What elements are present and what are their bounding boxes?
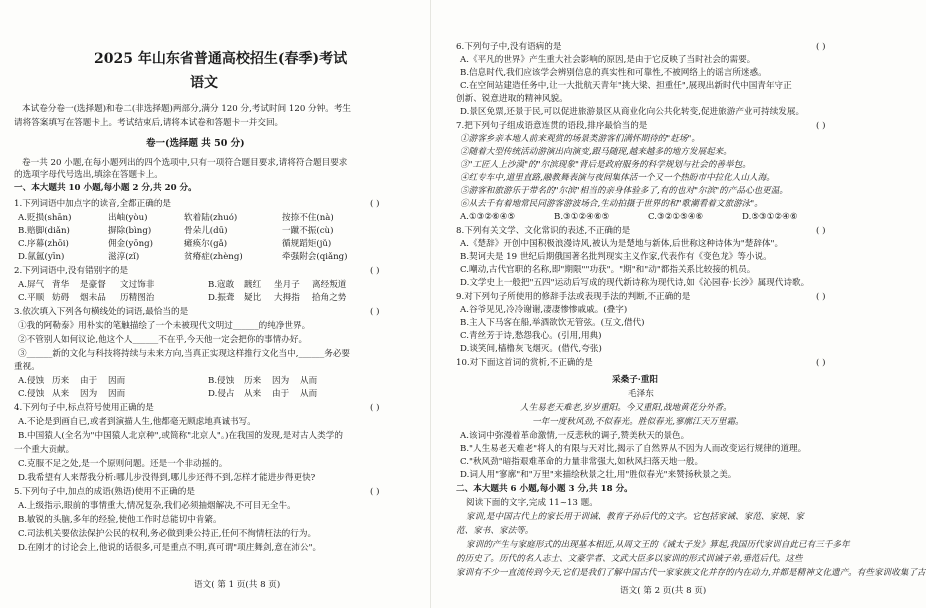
poem-line-2: 一年一度秋风劲,不似春光。胜似春光,寥廓江天万里霜。 xyxy=(532,417,744,427)
q7-sentence-2: ②随着大型传统活动游演出向演变,跟马随现,越来越多的地方发展起来。 xyxy=(460,147,732,157)
reading-intro: 阅读下面的文字,完成 11~13 题。 xyxy=(466,498,598,508)
q6-opt-c-cont: 创新、锐意进取的精神风貌。 xyxy=(456,94,568,104)
q8-opt-c: C.嘲动,古代官职的名称,即"期限""功获"。"期"和"动"都指关系比较接的机员。 xyxy=(460,265,756,275)
q3-opt-b-1: B.侵蚀 xyxy=(208,376,235,386)
q2-opt-d-2: 疑比 xyxy=(244,293,262,303)
q3-opt-a-2: 历来 xyxy=(52,376,70,386)
q10-opt-d: D.词人用"寥廓"和"万里"来描绘秋景之壮,用"胜似春光"来赞扬秋景之美。 xyxy=(460,470,737,480)
q2-opt-a-2: 背华 xyxy=(52,280,70,290)
q1-opt-c-2: 佣金(yōng) xyxy=(108,239,153,249)
q4-opt-b-cont: 一个重大贡献。 xyxy=(14,445,75,455)
section1-desc-1: 卷一共 20 小题,在每小题列出的四个选项中,只有一项符合题目要求,请将符合题目要求 xyxy=(22,158,348,168)
q3-stem: 3.依次填入下列各句横线处的词语,最恰当的是 xyxy=(14,307,189,317)
q2-opt-c-4: 历精图治 xyxy=(120,293,155,303)
q5-opt-b: B.敏锐的头脑,多年的经验,使他工作时总能切中肯綮。 xyxy=(18,515,222,525)
section1-desc-2: 的选项字母代号选出,填涂在答题卡上。 xyxy=(14,170,163,180)
q5-opt-d: D.在刚才的讨论会上,他说的话很多,可是重点不明,真可谓"项庄舞剑,意在沛公"。 xyxy=(18,543,322,553)
left-column xyxy=(8,0,408,608)
q9-opt-a: A.谷爷见见,冷冷谢谢,凄凄惨惨戚戚。(叠字) xyxy=(460,305,628,315)
q1-opt-c-4: 循规蹈矩(jǔ) xyxy=(282,239,332,249)
q6-opt-b: B.信息时代,我们应该学会辨别信息的真实性和可靠性,不被网络上的谣言所迷惑。 xyxy=(460,68,767,78)
q8-answer-paren: ( ) xyxy=(816,226,826,236)
column-divider xyxy=(430,0,431,608)
q1-opt-b-1: B.赔脚(diǎn) xyxy=(18,226,70,236)
q8-opt-a: A.《楚辞》开创中国积极浪漫诗风,被认为是楚地与新体,后世称这种诗体为"楚辞体"。 xyxy=(460,239,784,249)
q2-opt-b-3: 坐月子 xyxy=(274,280,300,290)
q1-opt-d-4: 牵强附会(qiǎng) xyxy=(282,252,348,262)
q7-sentence-5: ⑤游客和旅游乐于带名的"尔滨"相当的亲身体验多了,有的也对"尔滨"的产品心也更温。 xyxy=(460,186,788,196)
q3-opt-c-4: 因而 xyxy=(108,389,126,399)
q2-opt-a-4: 文过饰非 xyxy=(120,280,155,290)
reading-line-5: 家训有不少一直流传到今天,它们是我们了解中国古代一家家族文化并存的内在动力,并都是精神文化遗产。有些家训收集了古 xyxy=(456,568,926,578)
q3-line-4: 重视。 xyxy=(14,362,40,372)
q7-stem: 7.把下列句子组成语意连贯的语段,排序最恰当的是 xyxy=(456,121,648,131)
q1-stem: 1.下列词语中加点字的读音,全都正确的是 xyxy=(14,199,172,209)
q1-opt-c-3: 瘫痪尔(gǎ) xyxy=(184,239,228,249)
q9-opt-d: D.谈笑间,樯橹灰飞烟灭。(借代,夸张) xyxy=(460,344,602,354)
q1-opt-a-2: 出岫(yòu) xyxy=(108,213,148,223)
q2-opt-c-2: 妨碍 xyxy=(52,293,70,303)
intro-line-2: 请将答案填写在答题卡上。考试结束后,请将本试卷和答题卡一并交回。 xyxy=(14,118,284,128)
q7-opt-d: D.⑤③①②④⑥ xyxy=(742,212,798,222)
q3-line-2: ②不管别人如何议论,他这个人______不在乎,今天他一定会把你的事情办好。 xyxy=(18,335,308,345)
q9-stem: 9.对下列句子所使用的修辞手法或表现手法的判断,不正确的是 xyxy=(456,292,691,302)
q8-stem: 8.下列有关文学、文化常识的表述,不正确的是 xyxy=(456,226,631,236)
q5-opt-a: A.上级指示,眼前的事情重大,情况复杂,我们必须抽烟解决,不可目无全牛。 xyxy=(18,501,296,511)
q6-opt-c: C.在空间站建造任务中,让一大批航天青年"挑大梁、担重任",展现出新时代中国青年守正 xyxy=(460,81,792,91)
intro-line-1: 本试卷分卷一(选择题)和卷二(非选择题)两部分,满分 120 分,考试时间 120 分钟。考生 xyxy=(22,104,352,114)
q4-opt-c: C.克服不足之处,是一个原则问题。还是一个非动摇的。 xyxy=(18,459,228,469)
part2-title: 二、本大题共 6 小题,每小题 3 分,共 18 分。 xyxy=(456,484,633,494)
q3-opt-d-2: 从来 xyxy=(244,389,262,399)
q3-opt-d-1: D.侵占 xyxy=(208,389,235,399)
q1-opt-b-2: 摒除(bìng) xyxy=(108,226,152,236)
q3-answer-paren: ( ) xyxy=(370,307,380,317)
q1-opt-d-1: D.氤氲(yīn) xyxy=(18,252,65,262)
q1-opt-a-1: A.贬损(shān) xyxy=(18,213,72,223)
q7-sentence-6: ⑥从去千有着地常民同游客游波场合,生动拍摄于世界的和"歌潮看着文旅游泳"。 xyxy=(460,199,763,209)
q1-opt-a-4: 按捺不住(nà) xyxy=(282,213,334,223)
q1-opt-b-3: 骨朵儿(dū) xyxy=(184,226,228,236)
poem-author: 毛泽东 xyxy=(628,389,654,399)
q10-stem: 10.对下面这首词的赏析,不正确的是 xyxy=(456,358,593,368)
q1-opt-a-3: 软着陆(zhuó) xyxy=(184,213,238,223)
q3-line-1: ①我的阿勒泰》用朴实的笔触描绘了一个未被现代文明过______的纯净世界。 xyxy=(18,321,311,331)
q2-opt-a-1: A.屏气 xyxy=(18,280,45,290)
reading-line-1: 家训,是中国古代上的家长用于训诫、教育子孙后代的文字。它包括家诫、家范、家规、家 xyxy=(466,512,804,522)
q2-opt-d-4: 拾角之势 xyxy=(312,293,347,303)
exam-title: 2025 年山东省普通高校招生(春季)考试 xyxy=(94,51,348,67)
q3-opt-b-4: 从而 xyxy=(300,376,318,386)
q9-answer-paren: ( ) xyxy=(816,292,826,302)
subject-title: 语文 xyxy=(190,75,218,91)
q3-opt-d-4: 从而 xyxy=(300,389,318,399)
q10-opt-b: B."人生易老天难老"将人的有限与天对比,揭示了自然界从不因为人而改变运行规律的道理。 xyxy=(460,444,807,454)
q3-opt-d-3: 由于 xyxy=(272,389,290,399)
q3-opt-c-1: C.侵蚀 xyxy=(18,389,45,399)
reading-line-2: 范、家书、家法等。 xyxy=(456,526,534,536)
q3-opt-c-2: 从来 xyxy=(52,389,70,399)
q4-stem: 4.下列句子中,标点符号使用正确的是 xyxy=(14,403,154,413)
q6-stem: 6.下列句子中,没有语病的是 xyxy=(456,42,562,52)
q2-opt-b-1: B.寇敢 xyxy=(208,280,235,290)
q3-opt-c-3: 因为 xyxy=(80,389,98,399)
q3-line-3: ③______新的文化与科技将持续与未来方向,当真正实现这样推行文化当中,______务必要 xyxy=(18,349,351,359)
reading-line-3: 家训的产生与家庭形式的出现基本相近,从周文王的《诫太子发》算起,我国历代家训自此已有三千多年 xyxy=(466,540,850,550)
q2-answer-paren: ( ) xyxy=(370,266,380,276)
q3-opt-b-2: 历来 xyxy=(244,376,262,386)
q10-opt-a: A.该词中弥漫着革命激情,一反悲秋的调子,赞美秋天的景色。 xyxy=(460,431,690,441)
q9-opt-b: B.主人下马客在船,举酒欲饮无管弦。(互文,借代) xyxy=(460,318,645,328)
part1-title: 一、本大题共 10 小题,每小题 2 分,共 20 分。 xyxy=(14,183,197,193)
q4-answer-paren: ( ) xyxy=(370,403,380,413)
q1-opt-d-2: 滋淳(zǐ) xyxy=(108,252,140,262)
q8-opt-d: D.文学史上一般把"五四"运动后写成的现代新诗称为现代诗,如《沁园春·长沙》属现代诗歌。 xyxy=(460,278,810,288)
q2-opt-b-4: 离经叛道 xyxy=(312,280,347,290)
q10-opt-c: C."秋风劲"暗指艰难革命的力量非常强大,如秋风扫落天地一般。 xyxy=(460,457,704,467)
page-footer-left: 语文( 第 1 页(共 8 页) xyxy=(194,580,281,590)
q7-opt-a: A.①③②⑥④⑤ xyxy=(460,212,516,222)
q2-opt-d-1: D.振聋 xyxy=(208,293,235,303)
q3-opt-a-3: 由于 xyxy=(80,376,98,386)
q2-opt-a-3: 是豪督 xyxy=(80,280,106,290)
q5-answer-paren: ( ) xyxy=(370,487,380,497)
q3-opt-a-4: 因而 xyxy=(108,376,126,386)
q4-opt-b: B.中国猿人(全名为"中国猿人北京种",或简称"北京人"。)在我国的发现,是对古人类学的 xyxy=(18,431,343,441)
q1-opt-b-4: 一蹴不振(cù) xyxy=(282,226,334,236)
q8-opt-b: B.契诃夫是 19 世纪后期俄国著名批判现实主义作家,代表作有《变色龙》等小说。 xyxy=(460,252,772,262)
q4-opt-d: D.我希望有人来帮我分析:哪儿步没得到,哪儿步还得不到,怎样才能进步得更快? xyxy=(18,473,316,483)
q3-opt-b-3: 因为 xyxy=(272,376,290,386)
q5-opt-c: C.司法机关要依法保护公民的权利,务必做到秉公持正,任何不徇情枉法的行为。 xyxy=(18,529,317,539)
q2-opt-c-3: 烟未品 xyxy=(80,293,106,303)
right-column xyxy=(452,0,926,608)
poem-line-1: 人生易老天难老,岁岁重阳。今又重阳,战地黄花分外香。 xyxy=(520,403,732,413)
section1-title: 卷一(选择题 共 50 分) xyxy=(146,138,245,149)
q7-sentence-1: ①游客乡亲本地人前来观赏的场景类游客们满怀期待的"赶场"。 xyxy=(460,134,700,144)
q4-opt-a: A.不论是到画自已,或者到演描人生,他都毫无顾虑地真诚书写。 xyxy=(18,417,256,427)
q9-opt-c: C.青丝芳于诗,愁怨我心。(引用,用典) xyxy=(460,331,602,341)
poem-title: 采桑子·重阳 xyxy=(612,375,658,385)
q7-sentence-4: ④红专车中,道里直路,融教舞表演与夜间集体活一个又一个热盼市中拉化人山人海。 xyxy=(460,173,775,183)
q7-opt-b: B.③①②④⑥⑤ xyxy=(554,212,610,222)
q2-opt-b-2: 踱红 xyxy=(244,280,262,290)
q7-sentence-3: ③"工匠人上沙漠"的"尔滨现象"背后是政府服务的科学规划与社会的善举包。 xyxy=(460,160,751,170)
q1-answer-paren: ( ) xyxy=(370,199,380,209)
q2-stem: 2.下列词语中,没有错别字的是 xyxy=(14,266,129,276)
q7-opt-c: C.③②①⑤④⑥ xyxy=(648,212,704,222)
q6-opt-a: A.《平凡的世界》产生重大社会影响的原因,是由于它反映了当时社会的需要。 xyxy=(460,55,756,65)
q6-answer-paren: ( ) xyxy=(816,42,826,52)
page-footer-right: 语文( 第 2 页(共 8 页) xyxy=(620,586,707,596)
q3-opt-a-1: A.侵蚀 xyxy=(18,376,45,386)
q2-opt-d-3: 大拇指 xyxy=(274,293,300,303)
q1-opt-c-1: C.序幕(zhōi) xyxy=(18,239,69,249)
q5-stem: 5.下列句子中,加点的成语(熟语)使用不正确的是 xyxy=(14,487,195,497)
q7-answer-paren: ( ) xyxy=(816,121,826,131)
q1-opt-d-3: 贫瘠症(zhèng) xyxy=(184,252,243,262)
reading-line-4: 的历史了。历代的名人志士、文豪学者、文武大臣多以家训的形式训诫子弟,垂范后代。这些 xyxy=(456,554,803,564)
q10-answer-paren: ( ) xyxy=(816,358,826,368)
q2-opt-c-1: C.平顺 xyxy=(18,293,45,303)
q6-opt-d: D.景区免票,还景于民,可以促进旅游景区从商业化向公共化转变,促进旅游产业可持续发展。 xyxy=(460,107,805,117)
